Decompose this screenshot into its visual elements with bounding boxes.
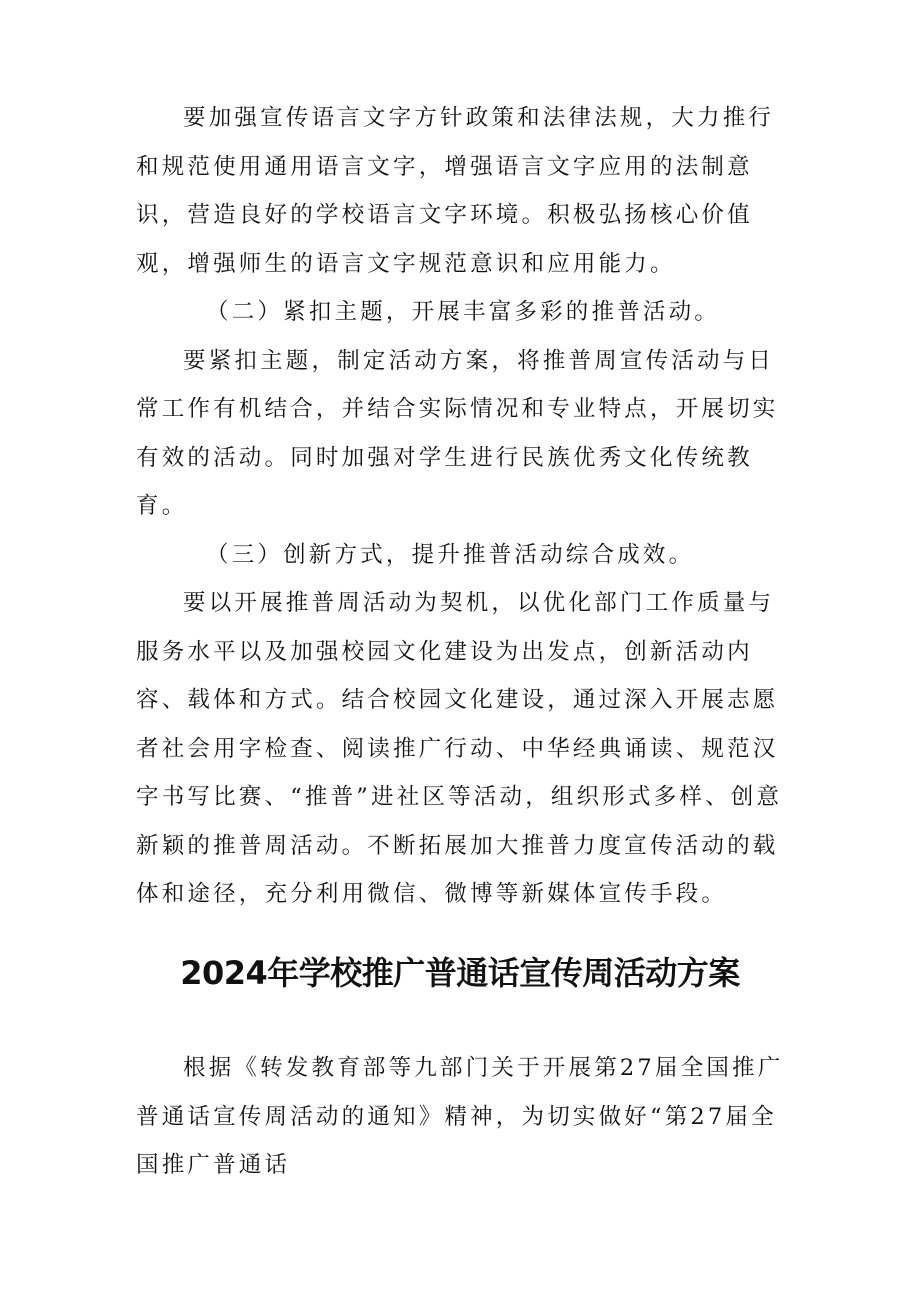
paragraph-innovation: 要以开展推普周活动为契机，以优化部门工作质量与服务水平以及加强校园文化建设为出发点，创新活动内容、载体和方式。结合校园文化建设，通过深入开展志愿者社会用字检查、阅读推广行动、中华经典诵读、规范汉字书写比赛、“推普”进社区等活动，组织形式多样、创意新颖的推普周活动。不断拓展加大推普力度宣传活动的载体和途径，充分利用微信、微博等新媒体宣传手段。 <box>136 590 783 907</box>
paragraph-notice-reference: 根据《转发教育部等九部门关于开展第27届全国推广普通话宣传周活动的通知》精神，为切实做好“第27届全国推广普通话 <box>136 1055 784 1178</box>
bottom-section <box>136 1044 796 1190</box>
paragraph-theme-activities: 要紧扣主题，制定活动方案，将推普周宣传活动与日常工作有机结合，并结合实际情况和专业特点，开展切实有效的活动。同时加强对学生进行民族优秀文化传统教育。 <box>136 347 779 519</box>
top-section <box>136 94 796 919</box>
paragraph-language-policy: 要加强宣传语言文字方针政策和法律法规，大力推行和规范使用通用语言文字，增强语言文字应用的法制意识，营造良好的学校语言文字环境。积极弘扬核心价值观，增强师生的语言文字规范意识和应用能力。 <box>136 105 775 277</box>
document-title: 2024年学校推广普通话宣传周活动方案 <box>180 954 740 992</box>
heading-section-2: （二）紧扣主题，开展丰富多彩的推普活动。 <box>206 299 721 325</box>
heading-section-3: （三）创新方式，提升推普活动综合成效。 <box>206 541 695 568</box>
